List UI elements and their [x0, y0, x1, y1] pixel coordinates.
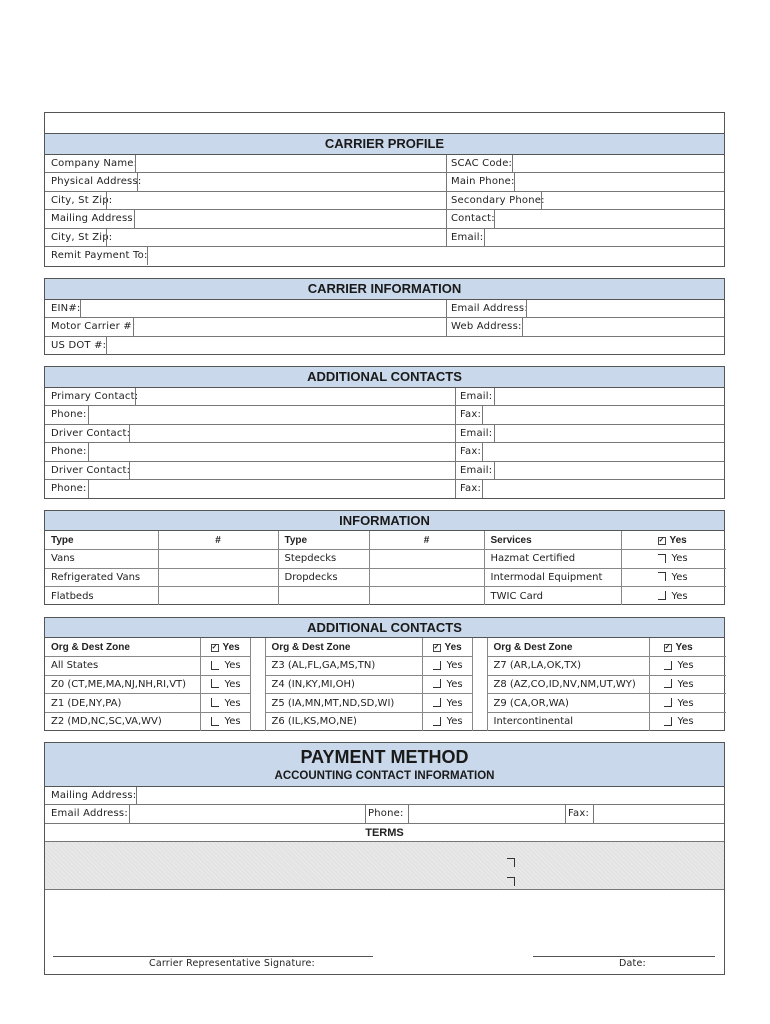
zone-header: Org & Dest Zone: [265, 638, 422, 657]
payment-section: [44, 742, 725, 975]
contact-row: [45, 406, 724, 424]
ein-label: EIN#:: [51, 303, 81, 314]
checkbox-icon[interactable]: [433, 679, 441, 688]
phone-label: Phone:: [51, 482, 87, 494]
zone-cell: Z7 (AR,LA,OK,TX): [487, 657, 649, 676]
yes-label: Yes: [677, 678, 694, 690]
pay-mailing-field[interactable]: [136, 787, 724, 804]
main-phone-label: Main Phone:: [451, 176, 515, 188]
driver-contact-field[interactable]: [129, 425, 455, 442]
yes-label: Yes: [224, 660, 241, 672]
zone-cell: Z4 (IN,KY,MI,OH): [265, 675, 422, 694]
pay-mailing-label: Mailing Address:: [51, 790, 137, 801]
contact-email-label: Email:: [460, 427, 493, 439]
pay-email-field[interactable]: [129, 805, 365, 822]
pay-fax-field[interactable]: [593, 805, 724, 822]
contact-row: [45, 388, 724, 406]
zone-cell: Z5 (IA,MN,MT,ND,SD,WI): [265, 694, 422, 713]
company-name-field[interactable]: [135, 155, 446, 172]
yes-label: Yes: [677, 697, 694, 709]
col-header-services: Services: [484, 531, 621, 550]
pay-fax-label: Fax:: [568, 808, 590, 820]
physical-address-field[interactable]: [137, 173, 446, 190]
row-city-2: [45, 229, 724, 247]
row-physical: [45, 173, 724, 191]
yes-header: [649, 638, 726, 657]
contact-row: [45, 443, 724, 461]
contact-label: Contact:: [451, 213, 495, 225]
contact-email-field[interactable]: [494, 388, 724, 405]
checkbox-icon[interactable]: [433, 698, 441, 707]
email-address-label: Email Address:: [451, 303, 528, 314]
main-phone-field[interactable]: [514, 173, 724, 190]
zones-title: ADDITIONAL CONTACTS: [45, 618, 724, 638]
zone-cell: Z8 (AZ,CO,ID,NV,NM,UT,WY): [487, 675, 649, 694]
checkbox-icon[interactable]: [664, 679, 672, 688]
terms-area[interactable]: [45, 842, 724, 890]
checkbox-icon[interactable]: [664, 661, 672, 670]
type-cell: Vans: [45, 550, 158, 569]
zones-section: [44, 617, 725, 731]
row-mailing: [45, 210, 724, 228]
contact-row: [45, 425, 724, 443]
signature-area: [45, 890, 724, 970]
phone-label: Phone:: [51, 446, 87, 458]
zone-cell: Z0 (CT,ME,MA,NJ,NH,RI,VT): [45, 675, 200, 694]
zone-header: Org & Dest Zone: [487, 638, 649, 657]
fax-field[interactable]: [482, 443, 724, 460]
yes-cell[interactable]: [200, 694, 250, 713]
yes-cell[interactable]: [621, 587, 726, 606]
yes-cell[interactable]: [422, 712, 472, 731]
carrier-information-section: [44, 278, 725, 355]
us-dot-field[interactable]: [106, 337, 724, 355]
type-cell: Dropdecks: [278, 568, 369, 587]
count-cell[interactable]: [369, 587, 484, 606]
zone-cell: Intercontinental: [487, 712, 649, 731]
table-row: [45, 657, 726, 676]
phone-field[interactable]: [88, 406, 455, 423]
yes-header-label: Yes: [669, 534, 687, 546]
count-cell[interactable]: [369, 550, 484, 569]
carrier-information-title: CARRIER INFORMATION: [45, 279, 724, 300]
table-row: [45, 568, 726, 587]
driver-contact-field[interactable]: [129, 462, 455, 479]
carrier-profile-title: CARRIER PROFILE: [45, 134, 724, 155]
col-header-count-2: #: [369, 531, 484, 550]
scac-code-field[interactable]: [512, 155, 724, 172]
type-cell: Flatbeds: [45, 587, 158, 606]
checkbox-icon[interactable]: ✓: [658, 536, 665, 544]
service-cell: Hazmat Certified: [484, 550, 621, 569]
yes-label: Yes: [677, 660, 694, 672]
type-cell: Stepdecks: [278, 550, 369, 569]
yes-cell[interactable]: [649, 694, 726, 713]
physical-address-label: Physical Address:: [51, 176, 142, 188]
additional-contacts-title: ADDITIONAL CONTACTS: [45, 367, 724, 388]
fax-label: Fax:: [460, 482, 482, 494]
motor-carrier-label: Motor Carrier #:: [51, 321, 136, 333]
mailing-address-field[interactable]: [134, 210, 446, 227]
checkbox-icon[interactable]: [658, 591, 666, 600]
yes-label: Yes: [446, 697, 463, 709]
zone-header: Org & Dest Zone: [45, 638, 200, 657]
count-cell[interactable]: [158, 550, 278, 569]
table-header-row: [45, 638, 726, 657]
yes-label: Yes: [671, 553, 688, 565]
checkbox-icon[interactable]: ✓: [664, 643, 671, 651]
email-label: Email:: [451, 231, 484, 243]
fax-label: Fax:: [460, 446, 482, 458]
checkbox-icon[interactable]: [664, 717, 672, 726]
yes-header: [422, 638, 472, 657]
yes-cell[interactable]: [649, 675, 726, 694]
table-row: [45, 550, 726, 569]
checkbox-icon[interactable]: [658, 554, 666, 563]
city-st-zip-field[interactable]: [106, 192, 446, 209]
yes-cell[interactable]: [422, 675, 472, 694]
table-header-row: [45, 531, 726, 550]
additional-contacts-section: [44, 366, 725, 499]
web-address-label: Web Address:: [451, 321, 522, 333]
yes-cell[interactable]: [621, 550, 726, 569]
yes-header: [200, 638, 250, 657]
primary-contact-field[interactable]: [135, 388, 455, 405]
count-cell[interactable]: [158, 568, 278, 587]
city-st-zip-2-field[interactable]: [106, 229, 446, 246]
phone-field[interactable]: [88, 443, 455, 460]
email-field[interactable]: [484, 229, 724, 246]
checkbox-icon[interactable]: ✓: [433, 643, 440, 651]
terms-checkbox-icon[interactable]: [507, 877, 515, 886]
checkbox-icon[interactable]: [211, 661, 219, 670]
yes-cell[interactable]: [422, 694, 472, 713]
fax-field[interactable]: [482, 480, 724, 498]
pay-phone-field[interactable]: [408, 805, 565, 822]
email-address-field[interactable]: [526, 300, 724, 317]
table-row: [45, 675, 726, 694]
contact-email-label: Email:: [460, 391, 493, 402]
row-city: [45, 192, 724, 210]
web-address-field[interactable]: [522, 318, 724, 335]
zone-cell: Z3 (AL,FL,GA,MS,TN): [265, 657, 422, 676]
checkbox-icon[interactable]: [658, 572, 666, 581]
yes-cell[interactable]: [200, 712, 250, 731]
yes-cell[interactable]: [649, 712, 726, 731]
yes-label: Yes: [446, 660, 463, 672]
city-st-zip-label: City, St Zip:: [51, 194, 113, 206]
driver-contact-label: Driver Contact:: [51, 427, 131, 439]
fax-label: Fax:: [460, 409, 482, 421]
yes-cell[interactable]: [200, 675, 250, 694]
yes-cell[interactable]: [422, 657, 472, 676]
yes-label: Yes: [671, 590, 688, 602]
zone-cell: Z1 (DE,NY,PA): [45, 694, 200, 713]
count-cell[interactable]: [369, 568, 484, 587]
yes-label: Yes: [446, 678, 463, 690]
signature-line[interactable]: [53, 956, 373, 957]
contact-row: [45, 462, 724, 480]
row-motor-carrier: [45, 318, 724, 336]
table-row: [45, 694, 726, 713]
contact-email-field[interactable]: [494, 425, 724, 442]
terms-checkbox-icon[interactable]: [507, 858, 515, 867]
contact-row: [45, 480, 724, 498]
contact-field[interactable]: [494, 210, 724, 227]
yes-label: Yes: [677, 716, 694, 728]
row-terms: [45, 824, 724, 842]
date-label: Date:: [619, 958, 646, 970]
yes-label: Yes: [671, 571, 688, 583]
service-cell: Intermodal Equipment: [484, 568, 621, 587]
zones-table: [45, 638, 726, 731]
information-title: INFORMATION: [45, 511, 724, 531]
date-line[interactable]: [533, 956, 715, 957]
service-cell: TWIC Card: [484, 587, 621, 606]
contact-email-field[interactable]: [494, 462, 724, 479]
type-cell: [278, 587, 369, 606]
zone-cell: Z6 (IL,KS,MO,NE): [265, 712, 422, 731]
yes-label: Yes: [446, 716, 463, 728]
signature-label: Carrier Representative Signature:: [149, 958, 315, 970]
yes-label: Yes: [224, 697, 241, 709]
table-row: [45, 712, 726, 731]
row-remit: [45, 247, 724, 265]
row-ein: [45, 300, 724, 318]
col-header-type: Type: [45, 531, 158, 550]
fax-field[interactable]: [482, 406, 724, 423]
checkbox-icon[interactable]: [211, 717, 219, 726]
yes-header-label: Yes: [222, 641, 240, 653]
carrier-profile-section: [44, 134, 725, 267]
yes-cell[interactable]: [649, 657, 726, 676]
checkbox-icon[interactable]: [433, 661, 441, 670]
yes-cell[interactable]: [621, 568, 726, 587]
city-st-zip-2-label: City, St Zip:: [51, 231, 113, 243]
checkbox-icon[interactable]: ✓: [211, 643, 218, 651]
accounting-subtitle: ACCOUNTING CONTACT INFORMATION: [274, 770, 495, 782]
us-dot-label: US DOT #:: [51, 339, 107, 351]
primary-contact-label: Primary Contact:: [51, 391, 139, 402]
checkbox-icon[interactable]: [664, 698, 672, 707]
table-row: [45, 587, 726, 606]
checkbox-icon[interactable]: [211, 679, 219, 688]
phone-field[interactable]: [88, 480, 455, 498]
phone-label: Phone:: [51, 409, 87, 421]
remit-payment-field[interactable]: [147, 247, 724, 265]
checkbox-icon[interactable]: [211, 698, 219, 707]
motor-carrier-field[interactable]: [133, 318, 446, 335]
row-company: [45, 155, 724, 173]
type-cell: Refrigerated Vans: [45, 568, 158, 587]
yes-cell[interactable]: [200, 657, 250, 676]
col-header-yes: [621, 531, 726, 550]
row-us-dot: [45, 337, 724, 355]
payment-title: PAYMENT METHOD: [300, 747, 469, 767]
zone-cell: All States: [45, 657, 200, 676]
payment-header: [45, 743, 724, 787]
information-table: [45, 531, 726, 605]
ein-field[interactable]: [80, 300, 446, 317]
zone-cell: Z2 (MD,NC,SC,VA,WV): [45, 712, 200, 731]
contact-email-label: Email:: [460, 464, 493, 476]
scac-code-label: SCAC Code:: [451, 158, 513, 169]
remit-payment-label: Remit Payment To:: [51, 249, 148, 261]
zone-cell: Z9 (CA,OR,WA): [487, 694, 649, 713]
col-header-type-2: Type: [278, 531, 369, 550]
mailing-address-label: Mailing Address:: [51, 213, 137, 225]
pay-phone-label: Phone:: [368, 808, 404, 820]
secondary-phone-label: Secondary Phone:: [451, 194, 545, 206]
row-pay-mailing: [45, 787, 724, 805]
count-cell[interactable]: [158, 587, 278, 606]
secondary-phone-field[interactable]: [541, 192, 724, 209]
yes-header-label: Yes: [444, 641, 462, 653]
row-pay-email: [45, 805, 724, 823]
information-section: [44, 510, 725, 605]
yes-header-label: Yes: [675, 641, 693, 653]
driver-contact-label: Driver Contact:: [51, 464, 131, 476]
col-header-count: #: [158, 531, 278, 550]
pay-email-label: Email Address:: [51, 808, 128, 820]
yes-label: Yes: [224, 678, 241, 690]
checkbox-icon[interactable]: [433, 717, 441, 726]
terms-label: TERMS: [365, 826, 404, 839]
top-strip: [44, 112, 725, 134]
company-name-label: Company Name:: [51, 158, 138, 169]
yes-label: Yes: [224, 716, 241, 728]
